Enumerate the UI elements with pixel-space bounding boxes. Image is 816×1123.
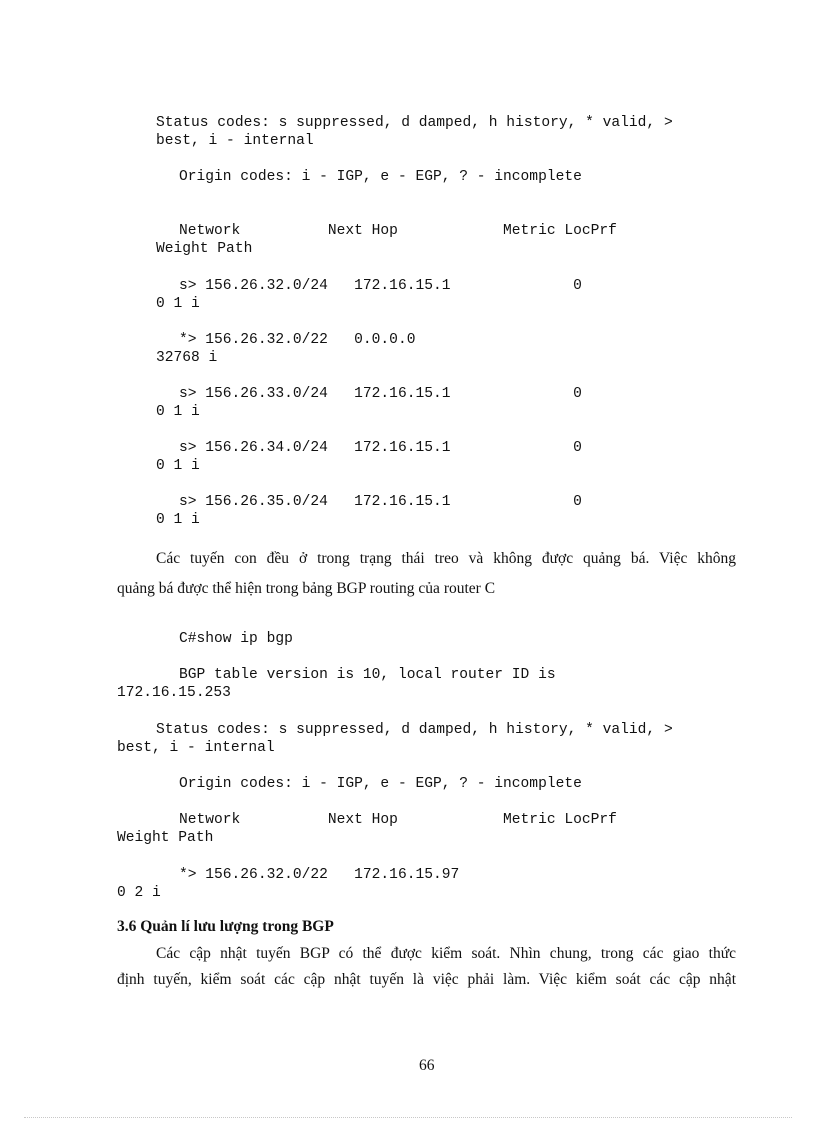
route-row: s> 156.26.35.0/24 172.16.15.1 0 [179, 494, 582, 510]
route-row-cont: 0 1 i [156, 512, 200, 528]
route-row-cont: 0 1 i [156, 296, 200, 312]
status-codes-line-cont: best, i - internal [117, 740, 275, 756]
route-row: s> 156.26.34.0/24 172.16.15.1 0 [179, 440, 582, 456]
bgp-table-version-line: BGP table version is 10, local router ID is [179, 667, 556, 683]
body-paragraph-line: Các cập nhật tuyến BGP có thể được kiểm soát. Nhìn chung, trong các giao thức [156, 945, 736, 962]
status-codes-line: Status codes: s suppressed, d damped, h history, * valid, > [156, 115, 673, 131]
section-heading: 3.6 Quản lí lưu lượng trong BGP [117, 918, 334, 935]
body-paragraph-line: Các tuyến con đều ở trong trạng thái treo và không được quảng bá. Việc không [156, 550, 736, 567]
body-paragraph-line: định tuyến, kiểm soát các cập nhật tuyến là việc phải làm. Việc kiểm soát các cập nhật [117, 971, 736, 988]
route-row: *> 156.26.32.0/22 172.16.15.97 [179, 867, 460, 883]
page-number: 66 [419, 1057, 435, 1074]
table-header-cont: Weight Path [117, 830, 214, 846]
route-row-cont: 32768 i [156, 350, 218, 366]
route-row: *> 156.26.32.0/22 0.0.0.0 [179, 332, 416, 348]
footer-divider [24, 1117, 792, 1118]
status-codes-line: Status codes: s suppressed, d damped, h history, * valid, > [156, 722, 673, 738]
origin-codes-line: Origin codes: i - IGP, e - EGP, ? - incomplete [179, 776, 582, 792]
status-codes-line-cont: best, i - internal [156, 133, 314, 149]
route-row-cont: 0 2 i [117, 885, 161, 901]
table-header-cont: Weight Path [156, 241, 253, 257]
command-line: C#show ip bgp [179, 631, 293, 647]
table-header: Network Next Hop Metric LocPrf [179, 812, 617, 828]
table-header: Network Next Hop Metric LocPrf [179, 223, 617, 239]
route-row: s> 156.26.33.0/24 172.16.15.1 0 [179, 386, 582, 402]
body-paragraph-line: quảng bá được thể hiện trong bảng BGP routing của router C [117, 580, 496, 597]
origin-codes-line: Origin codes: i - IGP, e - EGP, ? - incomplete [179, 169, 582, 185]
bgp-table-version-line-cont: 172.16.15.253 [117, 685, 231, 701]
route-row-cont: 0 1 i [156, 404, 200, 420]
route-row-cont: 0 1 i [156, 458, 200, 474]
route-row: s> 156.26.32.0/24 172.16.15.1 0 [179, 278, 582, 294]
